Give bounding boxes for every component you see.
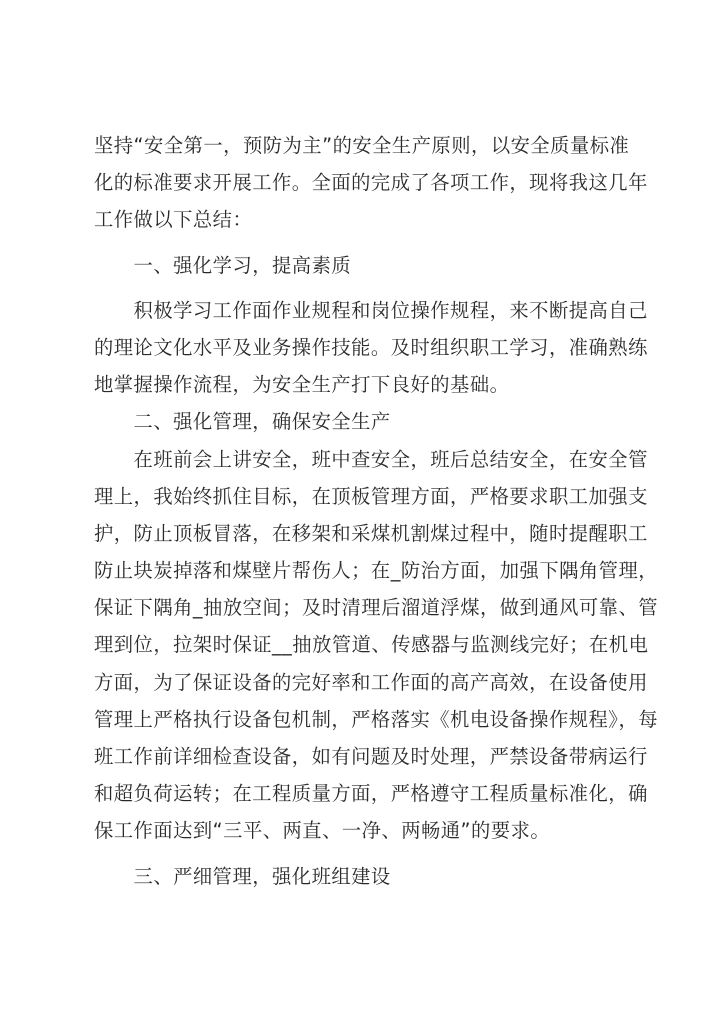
text-line: 的理论文化水平及业务操作技能。及时组织职工学习，准确熟练: [94, 335, 648, 359]
text-line: 和超负荷运转；在工程质量方面，严格遵守工程质量标准化，确: [94, 782, 648, 806]
text-line: 化的标准要求开展工作。全面的完成了各项工作，现将我这几年: [94, 171, 648, 195]
text-line: 班工作前详细检查设备，如有问题及时处理，严禁设备带病运行: [94, 745, 648, 768]
text-line: 方面，为了保证设备的完好率和工作面的高产高效，在设备使用: [94, 670, 648, 694]
text-line: 工作做以下总结：: [94, 208, 253, 232]
text-line: 地掌握操作流程，为安全生产打下良好的基础。: [94, 373, 510, 397]
text-line: 保证下隅角_抽放空间；及时清理后溜道浮煤，做到通风可靠、管: [94, 596, 659, 620]
text-line: 理到位，拉架时保证__抽放管道、传感器与监测线完好；在机电: [94, 633, 649, 657]
document-body: [94, 127, 659, 895]
section-heading: 三、严细管理，强化班组建设: [94, 864, 391, 888]
text-line: 理上，我始终抓住目标，在顶板管理方面，严格要求职工加强支: [94, 484, 648, 508]
text-line: 管理上严格执行设备包机制，严格落实《机电设备操作规程》，每: [94, 707, 659, 731]
text-line: 保工作面达到“三平、两直、一净、两畅通”的要求。: [94, 819, 551, 843]
text-line: 护，防止顶板冒落，在移架和采煤机割煤过程中，随时提醒职工: [94, 521, 648, 545]
text-line: 防止块炭掉落和煤壁片帮伤人；在_防治方面，加强下隅角管理，: [94, 559, 659, 583]
text-line: 在班前会上讲安全，班中查安全，班后总结安全，在安全管: [94, 447, 648, 471]
section-heading: 二、强化管理，确保安全生产: [94, 410, 391, 434]
text-line: 坚持“安全第一，预防为主”的安全生产原则，以安全质量标准: [94, 134, 630, 157]
text-line: 积极学习工作面作业规程和岗位操作规程，来不断提高自己: [94, 298, 648, 322]
section-heading: 一、强化学习，提高素质: [94, 253, 352, 277]
